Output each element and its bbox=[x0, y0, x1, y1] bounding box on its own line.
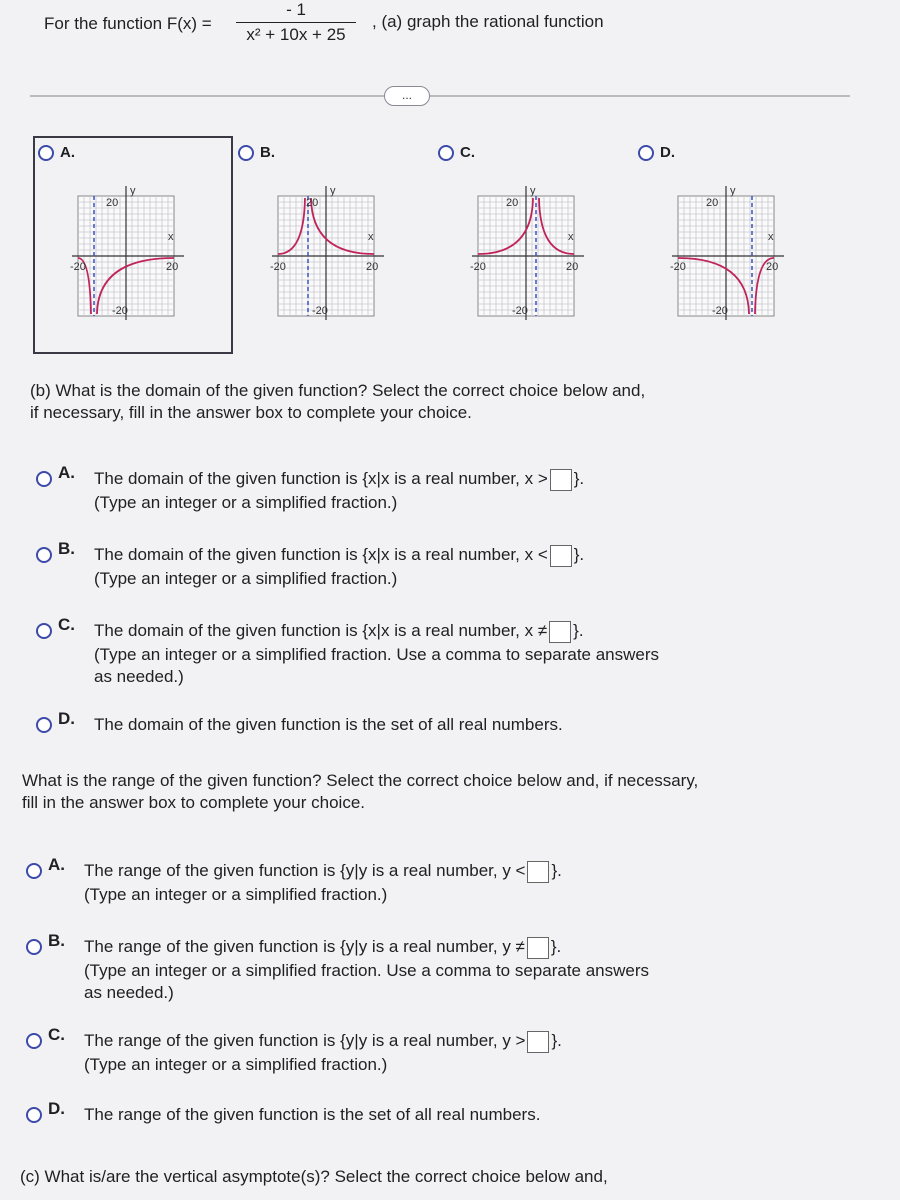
tick-label-bottom: -20 bbox=[512, 305, 528, 317]
choice-text bbox=[94, 544, 584, 567]
part-a-prompt: , (a) graph the rational function bbox=[372, 12, 604, 31]
tick-label-top: 20 bbox=[106, 197, 119, 209]
range-prompt bbox=[22, 770, 698, 814]
function-fraction bbox=[236, 0, 356, 45]
choice-hint: (Type an integer or a simplified fraction. Use a comma to separate answers bbox=[84, 961, 650, 980]
graph-option-label-3[interactable] bbox=[638, 144, 675, 161]
choice-radio[interactable] bbox=[36, 547, 52, 563]
answer-input-box[interactable] bbox=[527, 937, 549, 959]
fraction-denominator: x² + 10x + 25 bbox=[246, 25, 346, 44]
choice-text-main: The domain of the given function is {x|x is a real number, x ≠ bbox=[94, 621, 548, 640]
choice-text-end: }. bbox=[573, 545, 585, 564]
choice-text bbox=[84, 860, 562, 883]
graph-plot-0 bbox=[48, 180, 228, 330]
choice-letter: B. bbox=[48, 931, 65, 950]
question-intro: For the function F(x) = bbox=[44, 14, 212, 33]
tick-label-left: -20 bbox=[670, 261, 686, 273]
graph-option-radio[interactable] bbox=[38, 145, 54, 161]
graph-option-radio[interactable] bbox=[438, 145, 454, 161]
tick-label-top: 20 bbox=[706, 197, 719, 209]
answer-input-box[interactable] bbox=[527, 861, 549, 883]
choice-radio[interactable] bbox=[36, 623, 52, 639]
choice-radio[interactable] bbox=[36, 717, 52, 733]
answer-input-box[interactable] bbox=[527, 1031, 549, 1053]
choice-text-end: }. bbox=[573, 621, 584, 640]
tick-label-top: 20 bbox=[306, 197, 319, 209]
choice-letter: D. bbox=[48, 1099, 65, 1118]
graph-option-radio[interactable] bbox=[638, 145, 654, 161]
axis-label-x: x bbox=[168, 231, 174, 243]
choice-letter: B. bbox=[58, 539, 75, 558]
axis-label-y: y bbox=[730, 185, 736, 197]
axis-label-x: x bbox=[568, 231, 574, 243]
choice-text-main: The range of the given function is {y|y is a real number, y ≠ bbox=[84, 937, 525, 956]
more-button[interactable]: ... bbox=[384, 86, 430, 106]
tick-label-bottom: -20 bbox=[712, 305, 728, 317]
range-prompt-line2: fill in the answer box to complete your choice. bbox=[22, 793, 366, 812]
graph-option-label-2[interactable] bbox=[438, 144, 475, 161]
graph-option-radio[interactable] bbox=[238, 145, 254, 161]
choice-radio[interactable] bbox=[26, 1033, 42, 1049]
choice-hint-cont: as needed.) bbox=[94, 667, 184, 686]
tick-label-right: 20 bbox=[366, 261, 379, 273]
domain-prompt-line1: (b) What is the domain of the given function? Select the correct choice below and, bbox=[30, 381, 646, 400]
choice-text-main: The domain of the given function is {x|x is a real number, x < bbox=[94, 545, 548, 564]
axis-label-x: x bbox=[368, 231, 374, 243]
graph-plot-1 bbox=[248, 180, 428, 330]
choice-hint: (Type an integer or a simplified fraction.) bbox=[84, 885, 388, 904]
graph-option-label-1[interactable] bbox=[238, 144, 275, 161]
axis-label-y: y bbox=[530, 185, 536, 197]
axis-label-x: x bbox=[768, 231, 774, 243]
fraction-numerator: - 1 bbox=[286, 0, 306, 19]
choice-letter: C. bbox=[58, 615, 75, 634]
axis-label-y: y bbox=[330, 185, 336, 197]
domain-prompt-line2: if necessary, fill in the answer box to complete your choice. bbox=[30, 403, 472, 422]
choice-text-main: The range of the given function is {y|y is a real number, y > bbox=[84, 1031, 526, 1050]
choice-radio[interactable] bbox=[36, 471, 52, 487]
graph-option-letter: D. bbox=[660, 144, 675, 161]
axis-label-y: y bbox=[130, 185, 136, 197]
choice-text-main: The range of the given function is the set of all real numbers. bbox=[84, 1105, 541, 1124]
choice-text bbox=[84, 1104, 540, 1126]
choice-text bbox=[84, 936, 561, 959]
choice-radio[interactable] bbox=[26, 939, 42, 955]
choice-text-end: }. bbox=[551, 861, 562, 880]
graph-option-label-0[interactable] bbox=[38, 144, 75, 161]
tick-label-left: -20 bbox=[270, 261, 286, 273]
choice-hint: (Type an integer or a simplified fraction. Use a comma to separate answers bbox=[94, 645, 660, 664]
choice-radio[interactable] bbox=[26, 863, 42, 879]
choice-hint-cont: as needed.) bbox=[84, 983, 174, 1002]
choice-text-main: The domain of the given function is the set of all real numbers. bbox=[94, 715, 563, 734]
tick-label-left: -20 bbox=[70, 261, 86, 273]
graph-plot-2 bbox=[448, 180, 628, 330]
choice-text bbox=[94, 468, 584, 491]
tick-label-top: 20 bbox=[506, 197, 519, 209]
choice-hint: (Type an integer or a simplified fraction.) bbox=[84, 1055, 388, 1074]
graph-option-letter: B. bbox=[260, 144, 275, 161]
tick-label-bottom: -20 bbox=[312, 305, 328, 317]
choice-text-end: }. bbox=[551, 1031, 562, 1050]
choice-letter: C. bbox=[48, 1025, 65, 1044]
choice-radio[interactable] bbox=[26, 1107, 42, 1123]
answer-input-box[interactable] bbox=[549, 621, 571, 643]
tick-label-bottom: -20 bbox=[112, 305, 128, 317]
graph-option-letter: C. bbox=[460, 144, 475, 161]
divider bbox=[30, 95, 850, 97]
choice-text-main: The domain of the given function is {x|x is a real number, x > bbox=[94, 469, 548, 488]
graph-plot-3 bbox=[648, 180, 828, 330]
choice-hint: (Type an integer or a simplified fraction.) bbox=[94, 569, 398, 588]
domain-prompt bbox=[30, 380, 645, 424]
tick-label-right: 20 bbox=[566, 261, 579, 273]
choice-text bbox=[94, 714, 563, 736]
choice-letter: A. bbox=[58, 463, 75, 482]
part-c-prompt: (c) What is/are the vertical asymptote(s)? Select the correct choice below and, bbox=[20, 1167, 608, 1186]
choice-text-end: }. bbox=[573, 469, 585, 488]
answer-input-box[interactable] bbox=[550, 545, 572, 567]
choice-text bbox=[84, 1030, 562, 1053]
choice-text-end: }. bbox=[550, 937, 562, 956]
choice-letter: D. bbox=[58, 709, 75, 728]
choice-hint: (Type an integer or a simplified fraction.) bbox=[94, 493, 398, 512]
graph-option-letter: A. bbox=[60, 144, 75, 161]
tick-label-right: 20 bbox=[166, 261, 179, 273]
tick-label-left: -20 bbox=[470, 261, 486, 273]
choice-text bbox=[94, 620, 584, 643]
tick-label-right: 20 bbox=[766, 261, 779, 273]
choice-text-main: The range of the given function is {y|y is a real number, y < bbox=[84, 861, 526, 880]
range-prompt-line1: What is the range of the given function? Select the correct choice below and, if necessary, bbox=[22, 771, 699, 790]
answer-input-box[interactable] bbox=[550, 469, 572, 491]
fraction-bar bbox=[236, 22, 356, 23]
choice-letter: A. bbox=[48, 855, 65, 874]
